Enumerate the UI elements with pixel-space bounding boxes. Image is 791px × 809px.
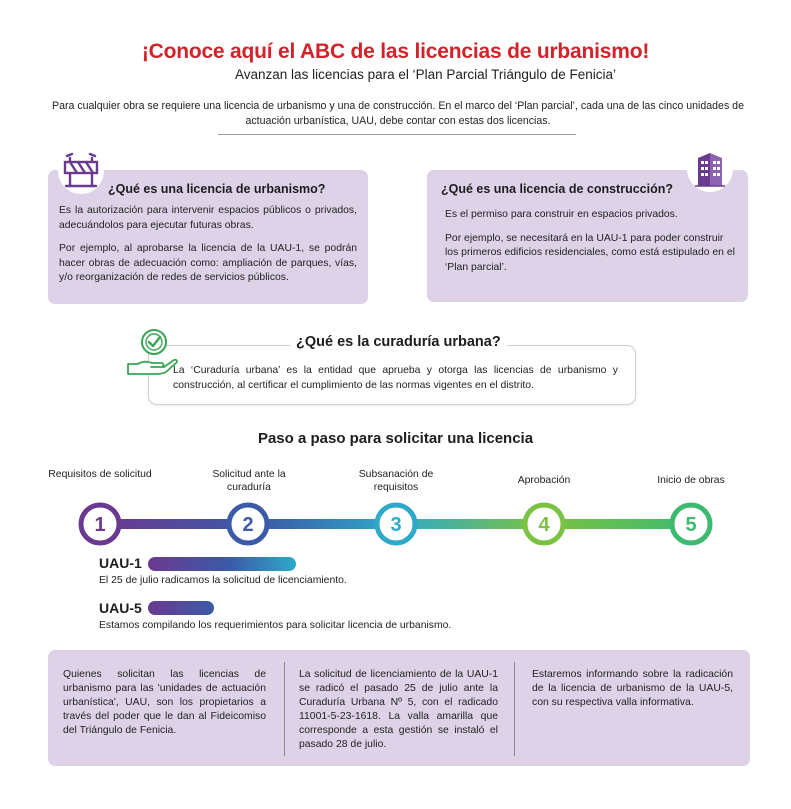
info-col-2: La solicitud de licenciamiento de la UAU-1 se radicó el pasado 25 de julio ante la Curaduría Urbana Nº 5, con el radicado 11001-5-23-1618. La valla amarilla que corresponde a esta gestión se instaló el pasado 28 de julio.: [299, 669, 498, 750]
intro-text: Para cualquier obra se requiere una licencia de urbanismo y una de construcción. En el marco del ‘Plan parcial’, cada una de las cinco unidades de actuación urbanística, UAU, debe contar con estas dos licencias.: [52, 100, 744, 127]
step-number-2: 2: [242, 514, 254, 536]
info-col-3: Estaremos informando sobre la radicación de la licencia de urbanismo de la UAU-5, con su respectiva valla informativa.: [532, 669, 733, 708]
barrier-icon: [58, 148, 104, 194]
step-label-1: Requisitos de solicitud: [48, 469, 152, 480]
building-icon: [687, 146, 733, 192]
construccion-title: ¿Qué es una licencia de construcción?: [441, 182, 674, 196]
step-label-4: Aprobación: [517, 475, 571, 486]
uau1-progress-bar: [148, 557, 296, 571]
uau5-label: UAU-5: [99, 600, 142, 616]
step-number-4: 4: [538, 514, 550, 536]
step-3: [377, 505, 415, 543]
uau1-label: UAU-1: [99, 555, 142, 571]
step-4: [525, 505, 563, 543]
steps-title: Paso a paso para solicitar una licencia: [257, 430, 534, 447]
construccion-icon-badge: [687, 146, 733, 192]
urbanismo-example: Por ejemplo, al aprobarse la licencia de la UAU-1, se podrán hacer obras de adecuación como: ampliación de parques, vías, y/o reorganización de redes de servicios públicos.: [59, 243, 357, 283]
info-divider-1: [284, 662, 285, 756]
urbanismo-definition: Es la autorización para intervenir espacios públicos o privados, adecuándolos para ejecutar futuras obras.: [59, 205, 357, 231]
curaduria-icon-wrap: [124, 324, 180, 380]
page-subtitle: Avanzan las licencias para el ‘Plan Parcial Triángulo de Fenicia’: [235, 67, 616, 82]
construccion-example: Por ejemplo, se necesitará en la UAU-1 para poder construir los primeros edificios residenciales, como está estipulado en el ‘Plan parcial’.: [445, 232, 735, 273]
step-number-5: 5: [685, 514, 697, 536]
curaduria-title: ¿Qué es la curaduría urbana?: [290, 334, 507, 350]
urbanismo-title: ¿Qué es una licencia de urbanismo?: [108, 182, 326, 196]
step-2: [229, 505, 267, 543]
construccion-definition: Es el permiso para construir en espacios privados.: [445, 209, 678, 220]
divider: [218, 134, 576, 135]
step-label-2: Solicitud ante la curaduría: [212, 469, 286, 493]
step-number-3: 3: [390, 514, 402, 536]
uau5-progress-bar: [148, 601, 214, 615]
step-5: [672, 505, 710, 543]
uau1-status: El 25 de julio radicamos la solicitud de licenciamiento.: [99, 575, 347, 586]
hand-check-icon: [124, 324, 180, 380]
steps-timeline: [0, 490, 791, 560]
info-col-1: Quienes solicitan las licencias de urbanismo para las 'unidades de actuación urbanística', UAU, son los propietarios a través del poder que le dan al Fideicomiso del Triángulo de Fenicia.: [63, 669, 266, 736]
page-title: ¡Conoce aquí el ABC de las licencias de urbanismo!: [141, 40, 650, 63]
curaduria-text: La ‘Curaduría urbana’ es la entidad que aprueba y otorga las licencias de urbanismo y construcción, al certificar el cumplimiento de las normas vigentes en el distrito.: [173, 365, 618, 391]
step-1: [81, 505, 119, 543]
step-label-5: Inicio de obras: [657, 475, 725, 486]
info-divider-2: [514, 662, 515, 756]
step-label-3: Subsanación de requisitos: [358, 469, 434, 493]
uau5-status: Estamos compilando los requerimientos para solicitar licencia de urbanismo.: [99, 620, 452, 631]
step-number-1: 1: [94, 514, 106, 536]
urbanismo-icon-badge: [58, 148, 104, 194]
